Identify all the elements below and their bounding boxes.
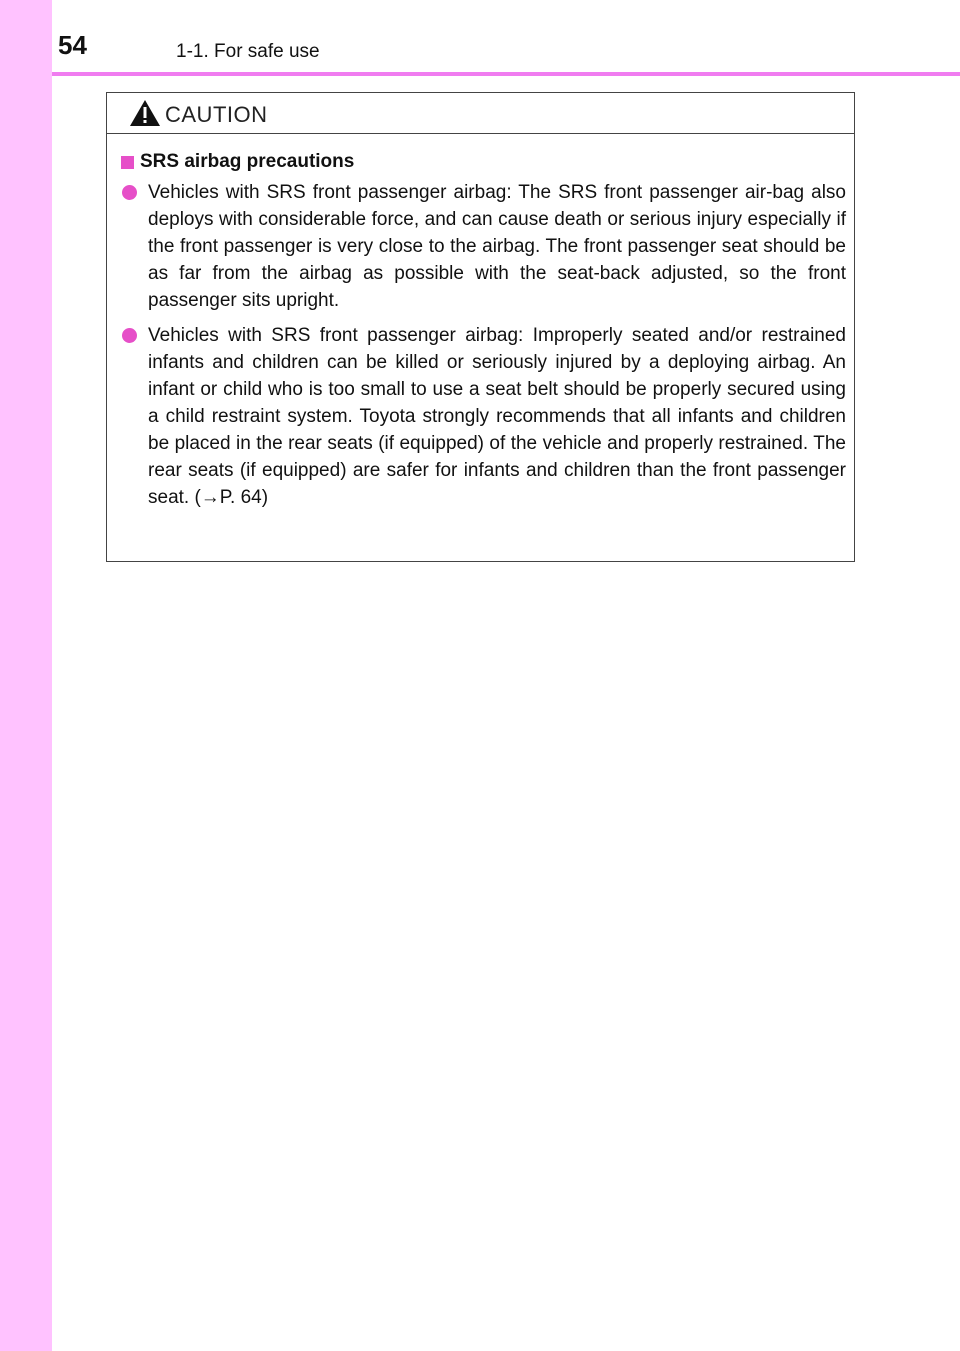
square-bullet-icon — [121, 156, 134, 169]
page-number: 54 — [58, 30, 87, 60]
round-bullet-icon — [122, 185, 137, 200]
caution-header — [107, 93, 854, 134]
caution-item-text: Vehicles with SRS front passenger airbag: Improperly seated and/or restrained infants and children can be killed or seriously injured by a deploying airbag. An infant or child who is too small to use a seat belt should be properly secured using a child restraint system. Toyota strongly recommends that all infants and children be placed in the rear seats (if equipped) of the vehicle and properly restrained. The rear seats (if equipped) are safer for infants and children than the front passenger seat. (→P. 64) — [148, 325, 846, 508]
header-rule — [52, 72, 960, 76]
section-title: 1-1. For safe use — [176, 41, 320, 62]
margin-band — [0, 0, 52, 1351]
caution-subheading — [121, 151, 354, 173]
caution-label: CAUTION — [165, 102, 268, 127]
warning-triangle-icon — [129, 99, 161, 127]
caution-item-text: Vehicles with SRS front passenger airbag: The SRS front passenger air-bag also deploys with considerable force, and can cause death or serious injury especially if the front passenger is very close to the airbag. The front passenger seat should be as far from the airbag as possible with the seat-back adjusted, so the front passenger sits upright. — [148, 182, 846, 311]
caution-item — [148, 179, 846, 314]
caution-item — [148, 322, 846, 511]
caution-box — [106, 92, 855, 562]
round-bullet-icon — [122, 328, 137, 343]
subheading-text: SRS airbag precautions — [140, 151, 355, 172]
